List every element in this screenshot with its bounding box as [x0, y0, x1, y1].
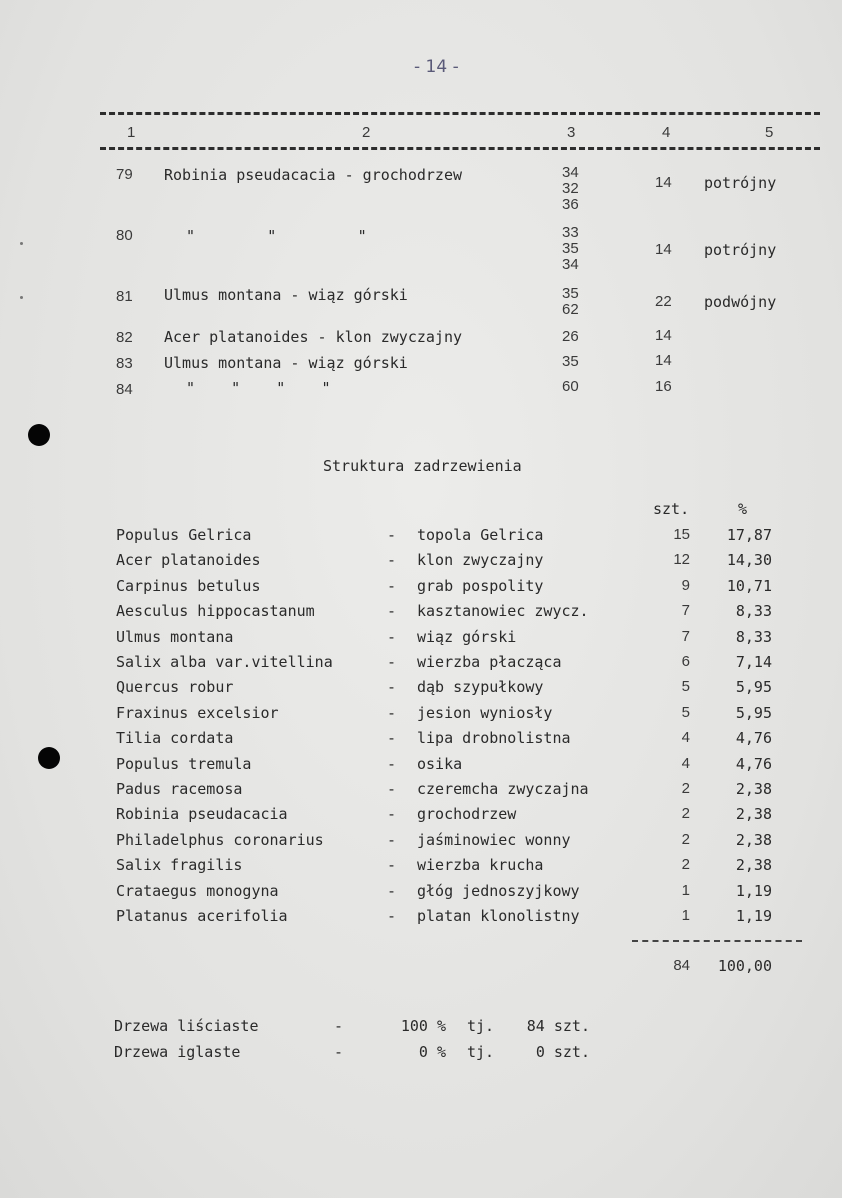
- header-bottom-rule: [100, 147, 820, 150]
- species-pct: 7,14: [735, 653, 772, 671]
- row-84-c4: 16: [655, 378, 672, 395]
- species-pct: 8,33: [735, 602, 772, 620]
- row-79-c4: 14: [655, 174, 672, 191]
- species-polish: wierzba płacząca: [417, 653, 562, 671]
- row-81-name: Ulmus montana - wiąz górski: [164, 286, 408, 304]
- species-polish: platan klonolistny: [417, 907, 580, 925]
- structure-col-pct: %: [738, 500, 748, 518]
- species-pct: 2,38: [735, 805, 772, 823]
- row-79-name: Robinia pseudacacia - grochodrzew: [164, 166, 463, 184]
- punch-hole-bottom: [38, 747, 60, 769]
- page-number: - 14 -: [414, 57, 459, 77]
- species-pct: 5,95: [735, 678, 772, 696]
- header-col-3: 3: [567, 124, 576, 141]
- species-polish: wierzba krucha: [417, 856, 544, 874]
- species-latin: Salix fragilis: [116, 856, 243, 874]
- species-latin: Crataegus monogyna: [116, 882, 279, 900]
- species-dash: -: [387, 704, 397, 722]
- species-dash: -: [387, 805, 397, 823]
- species-pct: 2,38: [735, 831, 772, 849]
- species-dash: -: [387, 907, 397, 925]
- species-dash: -: [387, 653, 397, 671]
- species-pct: 10,71: [726, 577, 772, 595]
- summary-deciduous-dash: -: [334, 1017, 344, 1035]
- speck: [20, 242, 23, 245]
- species-polish: grab pospolity: [417, 577, 544, 595]
- row-83-c4: 14: [655, 352, 672, 369]
- species-pct: 1,19: [735, 907, 772, 925]
- species-szt: 9: [681, 577, 690, 594]
- species-pct: 1,19: [735, 882, 772, 900]
- structure-title: Struktura zadrzewienia: [323, 457, 522, 475]
- species-dash: -: [387, 577, 397, 595]
- row-79-nr: 79: [116, 166, 133, 183]
- species-dash: -: [387, 602, 397, 620]
- row-80-c3b: 35: [562, 240, 579, 257]
- structure-col-szt: szt.: [653, 500, 690, 518]
- species-dash: -: [387, 856, 397, 874]
- species-latin: Populus Gelrica: [116, 526, 252, 544]
- species-szt: 12: [673, 551, 690, 568]
- species-latin: Robinia pseudacacia: [116, 805, 288, 823]
- species-latin: Padus racemosa: [116, 780, 243, 798]
- species-szt: 6: [681, 653, 690, 670]
- row-80-c4: 14: [655, 241, 672, 258]
- total-pct: 100,00: [717, 957, 772, 975]
- total-rule: [632, 940, 802, 942]
- species-dash: -: [387, 755, 397, 773]
- row-83-c3: 35: [562, 353, 579, 370]
- species-latin: Populus tremula: [116, 755, 252, 773]
- species-szt: 2: [681, 831, 690, 848]
- row-81-c5: podwójny: [704, 293, 777, 311]
- species-szt: 4: [681, 755, 690, 772]
- species-latin: Platanus acerifolia: [116, 907, 288, 925]
- species-dash: -: [387, 551, 397, 569]
- species-dash: -: [387, 526, 397, 544]
- species-polish: głóg jednoszyjkowy: [417, 882, 580, 900]
- species-pct: 17,87: [726, 526, 772, 544]
- row-80-c3a: 33: [562, 224, 579, 241]
- species-szt: 2: [681, 780, 690, 797]
- species-szt: 7: [681, 602, 690, 619]
- row-84-name: " " " ": [186, 379, 331, 397]
- row-84-nr: 84: [116, 381, 133, 398]
- species-polish: lipa drobnolistna: [417, 729, 571, 747]
- species-szt: 5: [681, 704, 690, 721]
- summary-deciduous-pct: 100 %: [400, 1017, 446, 1035]
- species-latin: Salix alba var.vitellina: [116, 653, 333, 671]
- species-latin: Quercus robur: [116, 678, 234, 696]
- species-polish: kasztanowiec zwycz.: [417, 602, 589, 620]
- row-84-c3: 60: [562, 378, 579, 395]
- species-dash: -: [387, 729, 397, 747]
- row-82-c4: 14: [655, 327, 672, 344]
- species-pct: 5,95: [735, 704, 772, 722]
- species-polish: klon zwyczajny: [417, 551, 544, 569]
- row-79-c3a: 34: [562, 164, 579, 181]
- species-szt: 15: [673, 526, 690, 543]
- header-col-1: 1: [127, 124, 136, 141]
- row-81-c3b: 62: [562, 301, 579, 318]
- species-polish: wiąz górski: [417, 628, 517, 646]
- total-szt: 84: [673, 957, 690, 974]
- species-szt: 5: [681, 678, 690, 695]
- row-81-c3a: 35: [562, 285, 579, 302]
- row-80-c3c: 34: [562, 256, 579, 273]
- species-latin: Ulmus montana: [116, 628, 234, 646]
- header-col-4: 4: [662, 124, 671, 141]
- summary-deciduous-tj: tj.: [467, 1017, 495, 1035]
- row-81-nr: 81: [116, 288, 133, 305]
- species-dash: -: [387, 678, 397, 696]
- species-pct: 4,76: [735, 729, 772, 747]
- species-szt: 2: [681, 805, 690, 822]
- header-top-rule: [100, 112, 820, 115]
- species-latin: Tilia cordata: [116, 729, 234, 747]
- species-szt: 1: [681, 882, 690, 899]
- summary-coniferous-dash: -: [334, 1043, 344, 1061]
- row-82-name: Acer platanoides - klon zwyczajny: [164, 328, 463, 346]
- species-polish: czeremcha zwyczajna: [417, 780, 589, 798]
- row-79-c3c: 36: [562, 196, 579, 213]
- species-szt: 7: [681, 628, 690, 645]
- species-pct: 8,33: [735, 628, 772, 646]
- punch-hole-top: [28, 424, 50, 446]
- row-81-c4: 22: [655, 293, 672, 310]
- species-polish: jesion wyniosły: [417, 704, 553, 722]
- row-82-c3: 26: [562, 328, 579, 345]
- summary-coniferous-count: 0 szt.: [535, 1043, 590, 1061]
- row-79-c3b: 32: [562, 180, 579, 197]
- species-latin: Carpinus betulus: [116, 577, 261, 595]
- species-dash: -: [387, 831, 397, 849]
- summary-deciduous-label: Drzewa liściaste: [114, 1017, 259, 1035]
- species-szt: 2: [681, 856, 690, 873]
- species-pct: 4,76: [735, 755, 772, 773]
- species-polish: osika: [417, 755, 463, 773]
- species-dash: -: [387, 780, 397, 798]
- summary-coniferous-pct: 0 %: [418, 1043, 446, 1061]
- summary-coniferous-label: Drzewa iglaste: [114, 1043, 241, 1061]
- species-polish: jaśminowiec wonny: [417, 831, 571, 849]
- summary-coniferous-tj: tj.: [467, 1043, 495, 1061]
- species-szt: 4: [681, 729, 690, 746]
- row-80-c5: potrójny: [704, 241, 777, 259]
- species-latin: Fraxinus excelsior: [116, 704, 279, 722]
- species-dash: -: [387, 628, 397, 646]
- species-polish: topola Gelrica: [417, 526, 544, 544]
- species-latin: Acer platanoides: [116, 551, 261, 569]
- row-83-name: Ulmus montana - wiąz górski: [164, 354, 408, 372]
- row-80-name: " " ": [186, 227, 367, 245]
- row-83-nr: 83: [116, 355, 133, 372]
- species-pct: 2,38: [735, 780, 772, 798]
- species-latin: Aesculus hippocastanum: [116, 602, 315, 620]
- header-col-5: 5: [765, 124, 774, 141]
- species-dash: -: [387, 882, 397, 900]
- header-col-2: 2: [362, 124, 371, 141]
- row-82-nr: 82: [116, 329, 133, 346]
- row-80-nr: 80: [116, 227, 133, 244]
- species-polish: grochodrzew: [417, 805, 517, 823]
- species-latin: Philadelphus coronarius: [116, 831, 324, 849]
- species-pct: 2,38: [735, 856, 772, 874]
- species-polish: dąb szypułkowy: [417, 678, 544, 696]
- species-szt: 1: [681, 907, 690, 924]
- summary-deciduous-count: 84 szt.: [526, 1017, 590, 1035]
- speck: [20, 296, 23, 299]
- species-pct: 14,30: [726, 551, 772, 569]
- row-79-c5: potrójny: [704, 174, 777, 192]
